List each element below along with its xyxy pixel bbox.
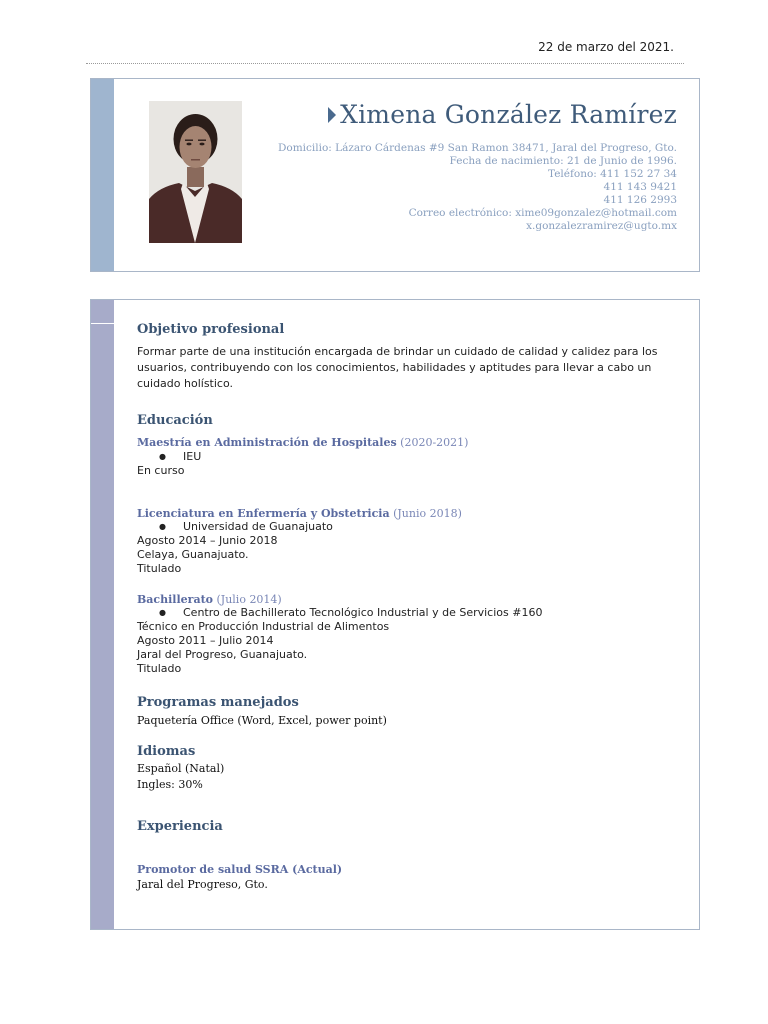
header-divider xyxy=(86,63,684,64)
education-detail: Agosto 2014 – Junio 2018 xyxy=(137,534,278,547)
education-institution: ● Centro de Bachillerato Tecnológico Industrial y de Servicios #160 xyxy=(159,606,542,619)
language-item: Ingles: 30% xyxy=(137,778,203,791)
profile-header-card xyxy=(90,78,700,272)
phone-line-1: Teléfono: 411 152 27 34 xyxy=(548,168,677,180)
degree-name: Bachillerato xyxy=(137,593,213,606)
education-detail: Jaral del Progreso, Guanajuato. xyxy=(137,648,308,661)
header-accent-bar xyxy=(91,79,114,271)
document-date: 22 de marzo del 2021. xyxy=(538,40,674,54)
phone-line-3: 411 126 2993 xyxy=(603,194,677,206)
degree-name: Maestría en Administración de Hospitales xyxy=(137,436,397,449)
education-detail: Titulado xyxy=(137,562,182,575)
education-detail: Técnico en Producción Industrial de Alimentos xyxy=(137,620,390,633)
section-title-idiomas: Idiomas xyxy=(137,744,196,759)
degree-period: (Junio 2018) xyxy=(389,507,462,520)
section-title-educacion: Educación xyxy=(137,413,213,428)
experience-role: Promotor de salud SSRA (Actual) xyxy=(137,863,343,876)
resume-body-card xyxy=(90,299,700,930)
language-item: Español (Natal) xyxy=(137,762,225,775)
degree-period: (2020-2021) xyxy=(396,436,469,449)
email-line-1: Correo electrónico: xime09gonzalez@hotmail.com xyxy=(408,207,677,219)
triangle-arrow-icon xyxy=(328,107,336,123)
body-accent-bar xyxy=(91,300,114,929)
education-detail: Titulado xyxy=(137,662,182,675)
section-title-objetivo: Objetivo profesional xyxy=(137,322,285,337)
education-detail: Agosto 2011 – Julio 2014 xyxy=(137,634,274,647)
programas-text: Paquetería Office (Word, Excel, power point) xyxy=(137,714,387,727)
education-detail: En curso xyxy=(137,464,185,477)
section-title-experiencia: Experiencia xyxy=(137,819,223,834)
name-heading xyxy=(328,100,677,129)
email-line-2: x.gonzalezramirez@ugto.mx xyxy=(526,220,677,232)
experience-location: Jaral del Progreso, Gto. xyxy=(137,878,268,891)
objetivo-text: Formar parte de una institución encargada de brindar un cuidado de calidad y calidez para los usuarios, contribuyendo con los conocimientos, habilidades y aptitudes para llevar a cabo un cuidado holístico. xyxy=(137,345,658,390)
education-institution: ● IEU xyxy=(159,450,201,463)
phone-line-2: 411 143 9421 xyxy=(603,181,677,193)
section-title-programas: Programas manejados xyxy=(137,695,299,710)
education-institution: ● Universidad de Guanajuato xyxy=(159,520,333,533)
education-entry-title xyxy=(137,507,462,520)
body-accent-notch xyxy=(91,300,114,324)
contact-info xyxy=(278,142,677,233)
address-line: Domicilio: Lázaro Cárdenas #9 San Ramon 38471, Jaral del Progreso, Gto. xyxy=(277,142,677,154)
birthdate-line: Fecha de nacimiento: 21 de Junio de 1996. xyxy=(449,155,677,167)
education-entry-title xyxy=(137,436,468,449)
profile-photo xyxy=(149,101,242,243)
degree-period: (Julio 2014) xyxy=(213,593,282,606)
degree-name: Licenciatura en Enfermería y Obstetricia xyxy=(137,507,390,520)
education-detail: Celaya, Guanajuato. xyxy=(137,548,249,561)
full-name: Ximena González Ramírez xyxy=(340,100,677,129)
education-entry-title xyxy=(137,593,282,606)
